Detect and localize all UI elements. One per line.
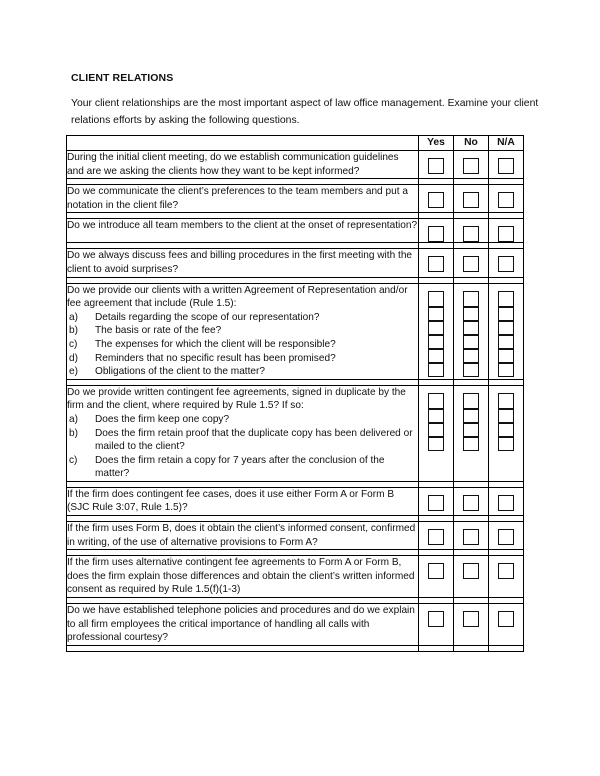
checkbox-no[interactable]: [463, 529, 479, 545]
sub-question-text: Obligations of the client to the matter?: [95, 366, 266, 378]
question-cell: [67, 487, 419, 515]
sub-checkbox-yes[interactable]: [428, 335, 444, 349]
checkbox-yes[interactable]: [428, 158, 444, 174]
checkbox-yes[interactable]: [428, 192, 444, 208]
checkbox-yes[interactable]: [428, 563, 444, 579]
question-row: [67, 283, 524, 379]
sub-checkbox-no[interactable]: [463, 363, 479, 377]
sub-checkbox-na[interactable]: [498, 409, 514, 423]
checkbox-na[interactable]: [498, 563, 514, 579]
answer-cell-no: [454, 249, 489, 277]
question-cell: [67, 185, 419, 213]
sub-question-text: The basis or rate of the fee?: [95, 325, 222, 337]
answer-cell-yes: [419, 487, 454, 515]
sub-checkbox-na[interactable]: [498, 335, 514, 349]
question-text: Do we always discuss fees and billing procedures in the first meeting with the client to avoid surprises?: [67, 250, 413, 275]
questions-body: [67, 151, 524, 652]
question-row: [67, 522, 524, 550]
sub-question: [67, 324, 418, 338]
answer-cell-na: [489, 151, 524, 179]
sub-checkbox-na[interactable]: [498, 349, 514, 363]
question-text: If the firm uses Form B, does it obtain the client’s informed consent, confirmed in writing, of the use of alternative provisions to Form A?: [67, 523, 416, 548]
sub-question: [67, 365, 418, 379]
checkbox-no[interactable]: [463, 495, 479, 511]
question-cell: [67, 249, 419, 277]
sub-question-text: Does the firm keep one copy?: [95, 413, 230, 425]
checkbox-yes[interactable]: [428, 291, 444, 307]
question-row: [67, 151, 524, 179]
spacer-cell: [419, 645, 454, 651]
questionnaire-table: [66, 135, 524, 652]
answer-cell-no: [454, 151, 489, 179]
spacer-row: [67, 645, 524, 651]
answer-cell-yes: [419, 219, 454, 243]
answer-cell-yes: [419, 604, 454, 646]
answer-cell-na: [489, 185, 524, 213]
sub-checkbox-no[interactable]: [463, 409, 479, 423]
sub-question: [67, 311, 418, 325]
question-text: If the firm does contingent fee cases, does it use either Form A or Form B (SJC Rule 3:07, Rule 1.5)?: [67, 488, 395, 514]
sub-checkbox-yes[interactable]: [428, 307, 444, 321]
answer-cell-yes: [419, 385, 454, 481]
sub-checkbox-no[interactable]: [463, 437, 479, 451]
sub-question: [67, 413, 418, 427]
sub-question-letter: b): [69, 325, 78, 337]
sub-question-text: The expenses for which the client will be responsible?: [95, 338, 336, 350]
sub-checkbox-no[interactable]: [463, 307, 479, 321]
sub-checkbox-na[interactable]: [498, 307, 514, 321]
checkbox-no[interactable]: [463, 611, 479, 627]
sub-question-text: Does the firm retain a copy for 7 years after the conclusion of the matter?: [95, 454, 385, 480]
sub-question: [67, 338, 418, 352]
header-blank-cell: [67, 136, 419, 151]
question-text: If the firm uses alternative contingent fee agreements to Form A or Form B, does the firm explain those differences and obtain the client’s written informed consent as required by Rule 1.5(f)(1-3): [67, 557, 415, 596]
question-cell: [67, 522, 419, 550]
answer-cell-no: [454, 522, 489, 550]
question-text: Do we provide written contingent fee agreements, signed in duplicate by the firm and the client, where required by Rule 1.5? If so:: [67, 386, 406, 412]
intro-paragraph: Your client relationships are the most important aspect of law office management. Examine your client relations efforts by asking the following questions.: [71, 98, 539, 126]
sub-checkbox-na[interactable]: [498, 321, 514, 335]
sub-question-letter: c): [69, 338, 78, 350]
answer-cell-na: [489, 556, 524, 598]
sub-checkbox-yes[interactable]: [428, 349, 444, 363]
sub-checkbox-no[interactable]: [463, 349, 479, 363]
spacer-cell: [67, 645, 419, 651]
answer-cell-no: [454, 385, 489, 481]
column-header-yes: Yes: [419, 136, 454, 151]
answer-cell-na: [489, 219, 524, 243]
question-cell: [67, 151, 419, 179]
sub-question: [67, 454, 418, 481]
sub-question-text: Reminders that no specific result has been promised?: [95, 352, 336, 364]
sub-checkbox-no[interactable]: [463, 335, 479, 349]
checkbox-no[interactable]: [463, 563, 479, 579]
question-text: Do we have established telephone policies and procedures and do we explain to all firm employees the critical importance of handling all calls with professional courtesy?: [67, 605, 415, 644]
question-row: [67, 249, 524, 277]
checkbox-na[interactable]: [498, 226, 514, 242]
sub-checkbox-yes[interactable]: [428, 437, 444, 451]
question-row: [67, 487, 524, 515]
checkbox-na[interactable]: [498, 158, 514, 174]
question-text: Do we introduce all team members to the client at the onset of representation?: [67, 220, 418, 232]
question-row: [67, 185, 524, 213]
question-cell: [67, 283, 419, 379]
sub-checkbox-no[interactable]: [463, 423, 479, 437]
sub-question: [67, 427, 418, 454]
sub-checkbox-yes[interactable]: [428, 423, 444, 437]
question-row: [67, 556, 524, 598]
answer-cell-na: [489, 283, 524, 379]
checkbox-yes[interactable]: [428, 495, 444, 511]
checkbox-yes[interactable]: [428, 611, 444, 627]
answer-cell-na: [489, 522, 524, 550]
question-text: During the initial client meeting, do we establish communication guidelines and are we asking the clients how they want to be kept informed?: [67, 152, 399, 177]
question-row: [67, 385, 524, 481]
sub-question-text: Details regarding the scope of our representation?: [95, 311, 320, 323]
answer-cell-no: [454, 185, 489, 213]
checkbox-yes[interactable]: [428, 393, 444, 409]
checkbox-no[interactable]: [463, 192, 479, 208]
answer-cell-yes: [419, 556, 454, 598]
checkbox-na[interactable]: [498, 495, 514, 511]
checkbox-na[interactable]: [498, 393, 514, 409]
answer-cell-no: [454, 556, 489, 598]
sub-question-letter: a): [69, 311, 78, 323]
sub-question-list: [67, 311, 418, 379]
checkbox-na[interactable]: [498, 611, 514, 627]
sub-checkbox-no[interactable]: [463, 321, 479, 335]
question-cell: [67, 219, 419, 243]
sub-checkbox-yes[interactable]: [428, 409, 444, 423]
checkbox-na[interactable]: [498, 529, 514, 545]
checkbox-no[interactable]: [463, 291, 479, 307]
column-header-no: No: [454, 136, 489, 151]
answer-cell-na: [489, 487, 524, 515]
sub-question-text: Does the firm retain proof that the duplicate copy has been delivered or mailed to the client?: [95, 427, 413, 453]
checkbox-na[interactable]: [498, 256, 514, 272]
answer-cell-no: [454, 604, 489, 646]
checkbox-no[interactable]: [463, 158, 479, 174]
sub-checkbox-yes[interactable]: [428, 321, 444, 335]
sub-question-letter: e): [69, 366, 78, 378]
spacer-cell: [489, 645, 524, 651]
checkbox-na[interactable]: [498, 192, 514, 208]
sub-checkbox-na[interactable]: [498, 437, 514, 451]
sub-question: [67, 352, 418, 366]
question-text: Do we communicate the client’s preferences to the team members and put a notation in the client file?: [67, 186, 408, 211]
checkbox-yes[interactable]: [428, 256, 444, 272]
checkbox-no[interactable]: [463, 393, 479, 409]
sub-question-letter: a): [69, 413, 78, 425]
answer-cell-no: [454, 487, 489, 515]
question-text: Do we provide our clients with a written Agreement of Representation and/or fee agreement that include (Rule 1.5):: [67, 284, 408, 310]
sub-checkbox-na[interactable]: [498, 423, 514, 437]
question-cell: [67, 556, 419, 598]
sub-checkbox-yes[interactable]: [428, 363, 444, 377]
sub-question-letter: b): [69, 427, 78, 439]
column-header-na: N/A: [489, 136, 524, 151]
sub-checkbox-na[interactable]: [498, 363, 514, 377]
checkbox-yes[interactable]: [428, 226, 444, 242]
answer-cell-yes: [419, 249, 454, 277]
spacer-cell: [454, 645, 489, 651]
question-row: [67, 219, 524, 243]
answer-cell-no: [454, 219, 489, 243]
sub-question-letter: c): [69, 454, 78, 466]
answer-cell-yes: [419, 283, 454, 379]
question-cell: [67, 385, 419, 481]
answer-cell-yes: [419, 185, 454, 213]
answer-cell-no: [454, 283, 489, 379]
sub-question-letter: d): [69, 352, 78, 364]
answer-cell-yes: [419, 522, 454, 550]
answer-cell-yes: [419, 151, 454, 179]
answer-cell-na: [489, 385, 524, 481]
question-row: [67, 604, 524, 646]
section-heading: CLIENT RELATIONS: [71, 72, 174, 84]
checkbox-na[interactable]: [498, 291, 514, 307]
answer-cell-na: [489, 249, 524, 277]
checkbox-yes[interactable]: [428, 529, 444, 545]
checkbox-no[interactable]: [463, 256, 479, 272]
sub-question-list: [67, 413, 418, 481]
answer-cell-na: [489, 604, 524, 646]
checkbox-no[interactable]: [463, 226, 479, 242]
question-cell: [67, 604, 419, 646]
